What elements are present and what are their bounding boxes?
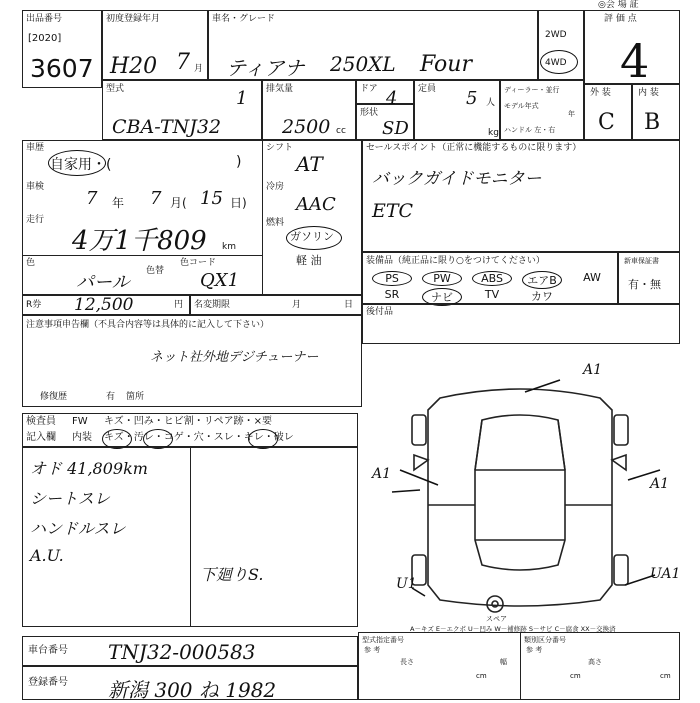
entry-label: 記入欄 <box>26 432 56 443</box>
sales-points-line1: バックガイドモニター <box>372 169 542 189</box>
color-no-value: QX1 <box>200 270 240 291</box>
ref-label-2: 類別区分番号 <box>524 636 566 644</box>
equipment-row-2 <box>366 287 616 303</box>
shaken-year-unit: 年 <box>112 196 125 210</box>
ref-note-2: 参 考 <box>526 646 543 654</box>
chassis-value: TNJ32-000583 <box>108 640 256 664</box>
usage-label: 車歴 <box>26 143 45 153</box>
ac-label: 冷房 <box>266 182 285 192</box>
wheel-rear-right <box>614 555 628 585</box>
equipment-label: 装備品（純正品に限り○をつけてください） <box>366 256 545 266</box>
grade-label: 評 価 点 <box>604 14 637 24</box>
shaken-month: 7 <box>150 188 162 209</box>
middle-note: 下廻りS. <box>200 565 264 584</box>
entry-circle-3 <box>248 429 278 449</box>
usage-circle <box>48 150 106 176</box>
damage-mark-right: A1 <box>650 476 670 492</box>
length-label: 長さ <box>400 658 414 666</box>
wheel-front-right <box>614 415 628 445</box>
equipment-row-1 <box>366 270 616 286</box>
length-unit: cm <box>476 672 487 680</box>
damage-mark-rear-left: U1 <box>396 576 417 592</box>
car-body-outline <box>428 389 612 606</box>
handwritten-note-line: シートスレ <box>30 489 110 508</box>
doors-value: 4 <box>386 88 398 109</box>
lot-number: 3607 <box>30 54 94 83</box>
first-reg-value: H20 <box>110 54 158 79</box>
first-reg-month: 7 <box>176 50 190 75</box>
wheel-front-left <box>412 415 426 445</box>
reg-limit-month: 月 <box>292 300 302 310</box>
weight-unit: kg <box>488 128 499 138</box>
mileage-label: 走行 <box>26 215 45 225</box>
drive-2wd: 2WD <box>545 30 567 40</box>
chassis-label: 車台番号 <box>28 645 68 656</box>
ref-label-1: 型式指定番号 <box>362 636 404 644</box>
equipment-item: PS <box>372 271 412 286</box>
equipment-item: TV <box>484 288 500 301</box>
entry-items: キズ・汚レ・コゲ・穴・スレ・キレ・破レ <box>104 432 294 443</box>
drive-4wd: 4WD <box>545 58 567 68</box>
entry-circle-2 <box>143 429 173 449</box>
height-unit: cm <box>660 672 671 680</box>
equipment-item: PW <box>422 271 462 286</box>
lot-number-label: 出品番号 <box>26 14 63 24</box>
inspector-items: キズ・凹み・ヒビ割・リペア跡・×要 <box>104 416 272 427</box>
notes-value: ネット社外地デジチューナー <box>150 350 319 365</box>
shaken-day-unit: 日) <box>230 196 247 210</box>
damage-mark-left: A1 <box>372 466 392 482</box>
model-name-label: 車名・グレード <box>212 14 276 24</box>
warranty-value: 有・無 <box>628 278 661 291</box>
reg-limit-day: 日 <box>344 300 354 310</box>
handwritten-note-line: ハンドルスレ <box>30 519 126 538</box>
handwritten-note-line: オド 41,809km <box>30 459 148 478</box>
after-install-label: 後付品 <box>366 307 394 317</box>
top-right-text: ◎会 場 証 <box>598 0 639 10</box>
model-code-mark: 1 <box>236 88 248 109</box>
fuel-label: 燃料 <box>266 218 285 228</box>
first-reg-label: 初度登録年月 <box>106 14 161 24</box>
color-no-label: 色コード <box>180 258 217 268</box>
ref-divider <box>520 632 521 700</box>
equipment-item: SR <box>384 288 400 301</box>
shaken-label: 車検 <box>26 182 45 192</box>
equipment-item: ナビ <box>422 288 462 306</box>
damage-mark-rear-right: UA1 <box>650 566 681 582</box>
repair-has: 有 <box>106 392 116 402</box>
height-label: 高さ <box>588 658 602 666</box>
equipment-item: AW <box>583 271 601 284</box>
color-label: 色 <box>26 258 36 268</box>
sales-points-box <box>362 140 680 252</box>
reg-number-label: 登録番号 <box>28 677 68 688</box>
shift-label: シフト <box>266 143 294 153</box>
displacement-label: 排気量 <box>266 84 294 94</box>
entry-interior: 内装 <box>72 432 92 443</box>
recycle-unit: 円 <box>174 300 184 310</box>
lot-year: [2020] <box>28 33 62 44</box>
fuel-alt: 軽 油 <box>296 254 322 267</box>
spare-label: スペア <box>486 615 507 623</box>
displacement-unit: cc <box>336 126 346 136</box>
recycle-label: R券 <box>26 300 42 310</box>
sales-points-label: セールスポイント（正常に機能するものに限ります） <box>366 143 582 153</box>
equipment-item: カワ <box>531 290 553 303</box>
color-change-label: 色替 <box>146 266 165 276</box>
model-code-value: CBA-TNJ32 <box>112 116 222 138</box>
first-reg-month-unit: 月 <box>194 64 204 74</box>
model-year-label: モデル年式 <box>504 102 539 110</box>
exterior-value: C <box>598 110 615 135</box>
shaken-day: 15 <box>200 188 223 209</box>
grade-four: Four <box>420 52 472 77</box>
color-divider <box>22 255 262 256</box>
damage-mark-top: A1 <box>583 362 603 378</box>
entry-circle-1 <box>102 429 132 449</box>
capacity-label: 定員 <box>418 84 437 94</box>
handwritten-note-line: A.U. <box>30 546 64 565</box>
color-value: パール <box>76 272 130 293</box>
shape-value: SD <box>382 118 409 139</box>
mileage-unit: km <box>222 242 236 252</box>
car-cabin <box>475 415 565 570</box>
displacement-value: 2500 <box>282 116 331 138</box>
handle-label: ハンドル 左・右 <box>504 126 556 134</box>
grade-score: 4 <box>620 34 650 88</box>
fuel-circle <box>286 226 342 250</box>
grade-value: 250XL <box>330 52 396 76</box>
shaken-year: 7 <box>86 188 98 209</box>
drive-4wd-circle <box>540 50 578 74</box>
ref-note-1: 参 考 <box>364 646 381 654</box>
interior-value: B <box>644 110 661 135</box>
spare-wheel-icon <box>487 596 503 612</box>
repair-place: 箇所 <box>126 392 145 402</box>
doors-label: ドア <box>360 84 378 94</box>
shape-label: 形状 <box>360 108 379 118</box>
equipment-item: エアB <box>522 271 562 289</box>
handwritten-notes <box>22 452 188 622</box>
reg-number-value: 新潟 300 ね 1982 <box>108 678 277 702</box>
repair-label: 修復歴 <box>40 392 68 402</box>
ref-box <box>358 632 680 700</box>
shaken-month-unit: 月( <box>170 196 187 210</box>
width-label: 幅 <box>500 658 507 666</box>
capacity-value: 5 <box>466 88 478 109</box>
capacity-unit: 人 <box>486 98 496 108</box>
ac-value: AAC <box>296 194 336 215</box>
warranty-label: 新車保証書 <box>624 257 659 265</box>
shift-value: AT <box>296 152 323 176</box>
equipment-item: ABS <box>472 271 512 286</box>
fuel-value: ガソリン <box>290 230 334 243</box>
inspector-label: 検査員 <box>26 416 56 427</box>
inspector-code: FW <box>72 416 88 427</box>
recycle-value: 12,500 <box>74 295 134 315</box>
model-name-value: ティアナ <box>226 56 305 80</box>
exterior-label: 外 装 <box>590 88 611 98</box>
model-code-label: 型式 <box>106 84 125 94</box>
sales-points-line2: ETC <box>372 200 414 222</box>
interior-label: 内 装 <box>638 88 659 98</box>
after-install-box <box>362 304 680 344</box>
handwritten-divider <box>190 447 191 627</box>
notes-label: 注意事項申告欄（不具合内容等は具体的に記入して下さい） <box>26 320 270 330</box>
dealer-label: ディーラー・並行 <box>504 86 560 94</box>
diagram-legend: A－キズ E－エクボ U－凹み W－補修跡 S－サビ C－腐食 XX－交換済 <box>410 625 616 633</box>
reg-limit-label: 名変期限 <box>194 300 231 310</box>
usage-value: 自家用・( <box>50 157 112 173</box>
width-unit: cm <box>570 672 581 680</box>
year-unit: 年 <box>568 110 575 118</box>
mileage-value: 4万1千809 <box>72 226 207 256</box>
usage-close: ) <box>236 154 242 170</box>
